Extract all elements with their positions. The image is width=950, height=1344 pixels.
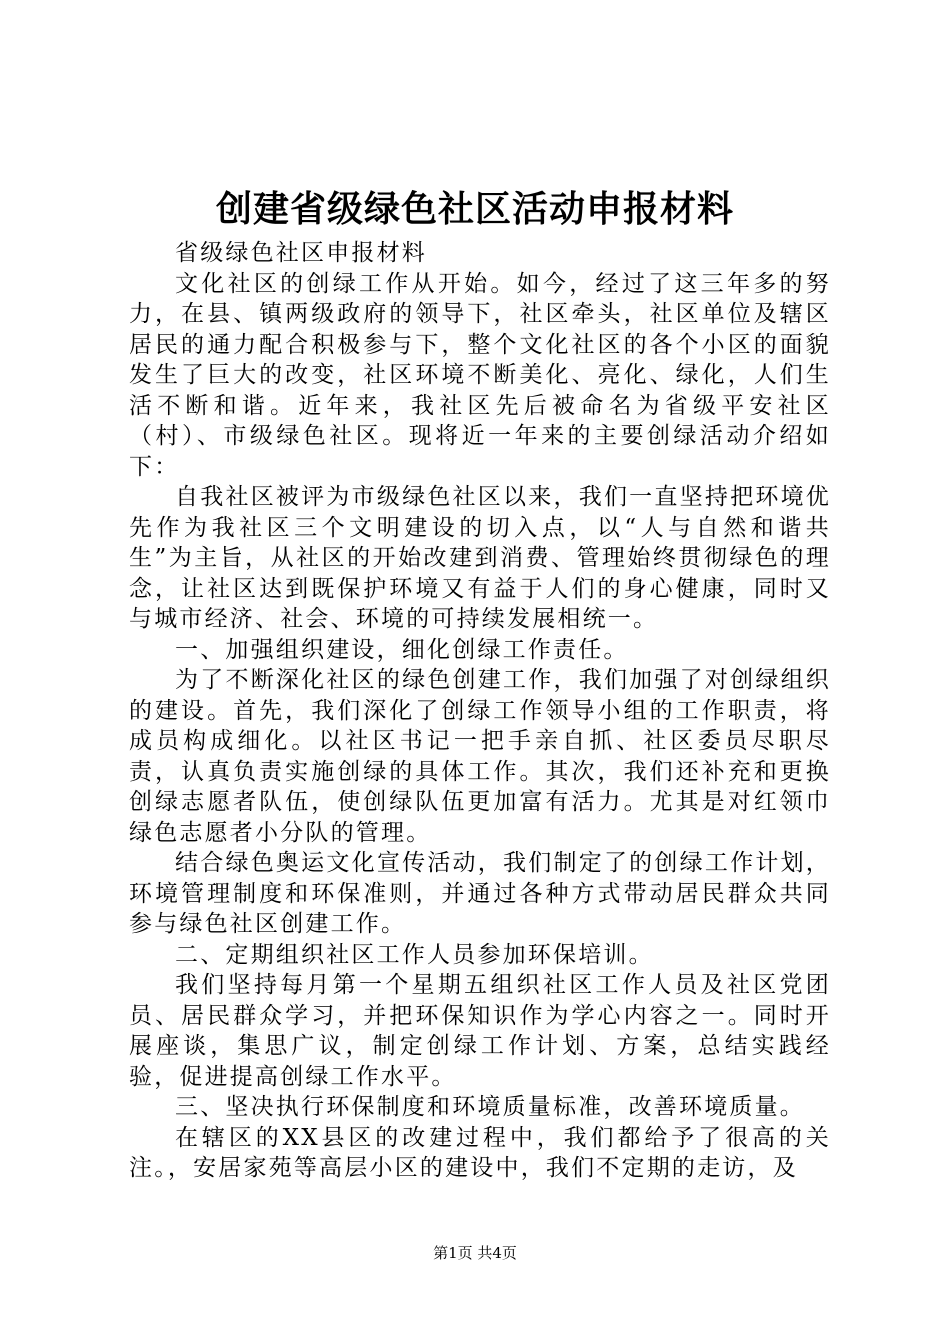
section-heading: 一、加强组织建设，细化创绿工作责任。 xyxy=(175,636,629,663)
section-heading: 三、坚决执行环保制度和环境质量标准，改善环境质量。 xyxy=(175,1094,805,1120)
document-body xyxy=(129,238,831,1184)
document-title: 创建省级绿色社区活动申报材料 xyxy=(215,188,734,230)
paragraph: 自我社区被评为市级绿色社区以来，我们一直坚持把环境优先作为我社区三个文明建设的切入点，以“人与自然和谐共生”为主旨，从社区的开始改建到消费、管理始终贯彻绿色的理念，让社区达到既保护环境又有益于人们的身心健康，同时又与城市经济、社会、环境的可持续发展相统一。 xyxy=(129,484,831,632)
paragraph: 省级绿色社区申报材料 xyxy=(175,240,427,266)
page-number-footer: 第1页 共4页 xyxy=(433,1244,517,1262)
paragraph: 结合绿色奥运文化宣传活动，我们制定了的创绿工作计划，环境管理制度和环保准则，并通过各种方式带动居民群众共同参与绿色社区创建工作。 xyxy=(129,850,831,937)
paragraph: 我们坚持每月第一个星期五组织社区工作人员及社区党团员、居民群众学习，并把环保知识作为学心内容之一。同时开展座谈，集思广议，制定创绿工作计划、方案，总结实践经验，促进提高创绿工作水平。 xyxy=(129,972,831,1090)
paragraph: 在辖区的XX县区的改建过程中，我们都给予了很高的关注。，安居家苑等高层小区的建设中，我们不定期的走访，及 xyxy=(129,1124,831,1181)
paragraph: 为了不断深化社区的绿色创建工作，我们加强了对创绿组织的建设。首先，我们深化了创绿工作领导小组的工作职责，将成员构成细化。以社区书记一把手亲自抓、社区委员尽职尽责，认真负责实施创绿的具体工作。其次，我们还补充和更换创绿志愿者队伍，使创绿队伍更加富有活力。尤其是对红领巾绿色志愿者小分队的管理。 xyxy=(129,667,831,846)
section-heading: 二、定期组织社区工作人员参加环保培训。 xyxy=(175,941,654,968)
paragraph: 文化社区的创绿工作从开始。如今，经过了这三年多的努力，在县、镇两级政府的领导下，社区牵头，社区单位及辖区居民的通力配合积极参与下，整个文化社区的各个小区的面貌发生了巨大的改变，社区环境不断美化、亮化、绿化，人们生活不断和谐。近年来，我社区先后被命名为省级平安社区（村）、市级绿色社区。现将近一年来的主要创绿活动介绍如下： xyxy=(129,270,831,480)
